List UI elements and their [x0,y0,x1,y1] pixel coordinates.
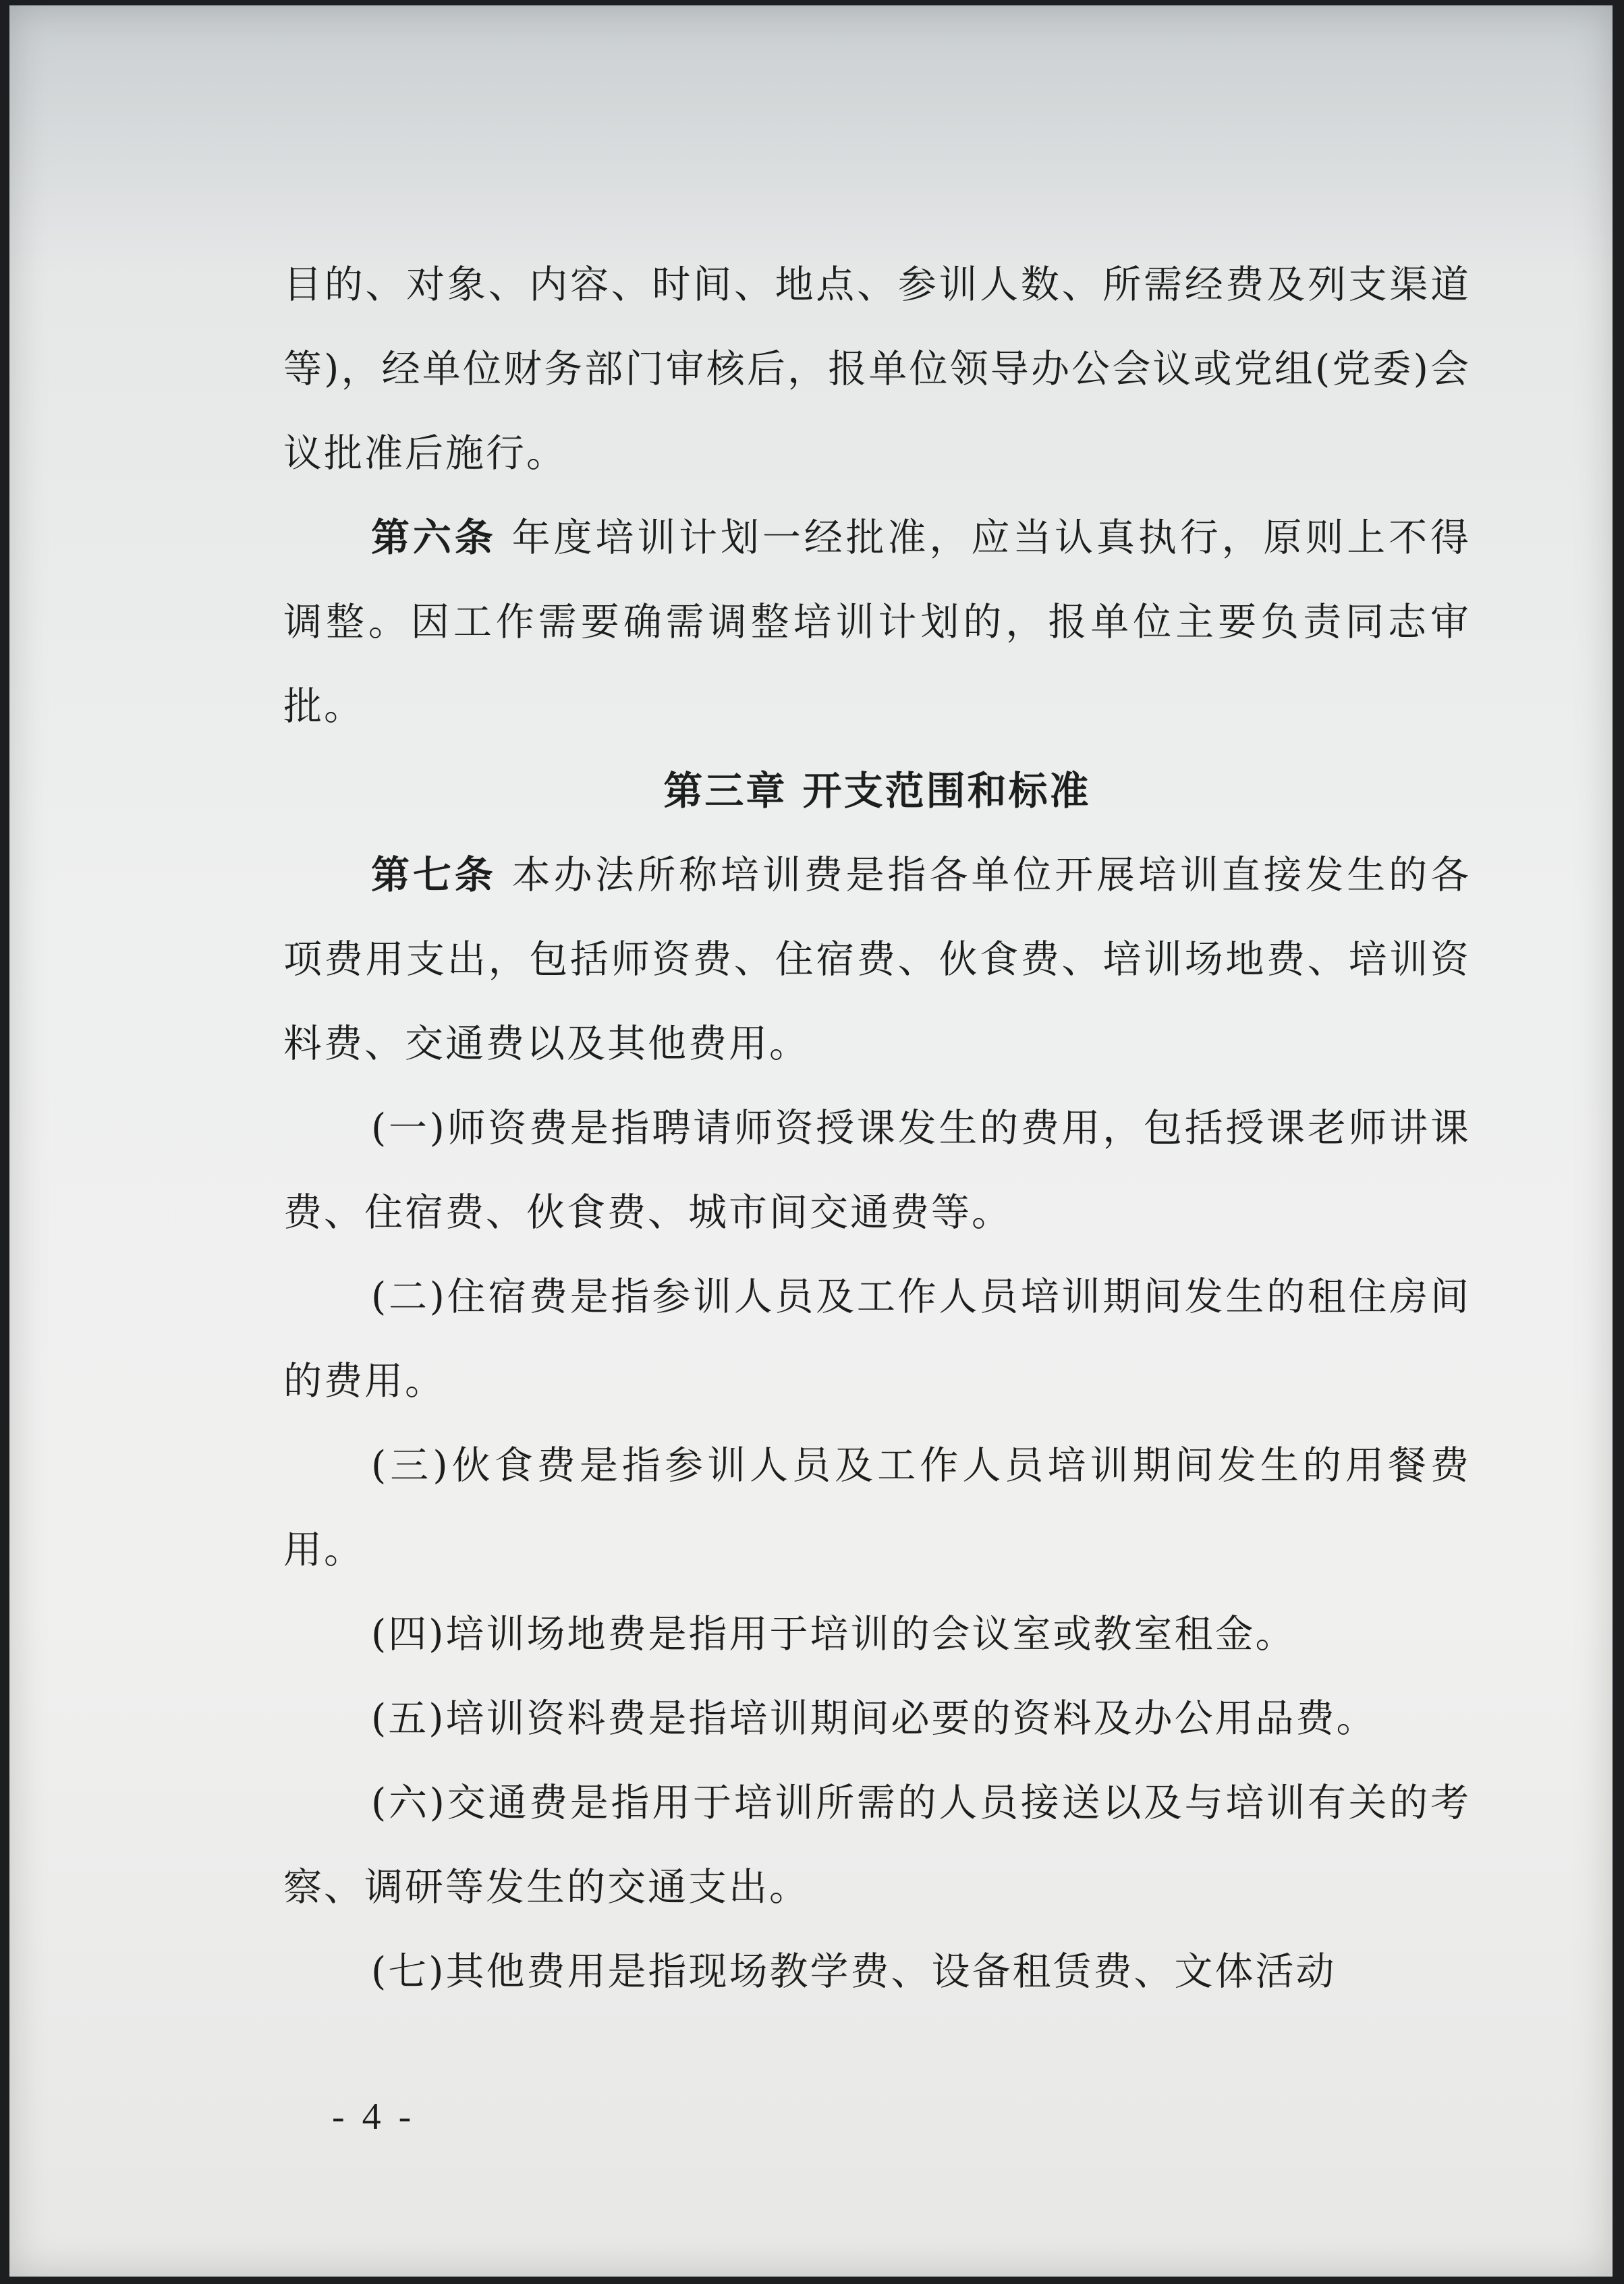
article-6 [283,496,1471,749]
chapter-title: 第三章 开支范围和标准 [663,768,1091,814]
item-7-other-fees [283,1930,1471,2014]
paragraph-text: (六)交通费是指用于培训所需的人员接送以及与培训有关的考察、调研等发生的交通支出。 [283,1781,1471,1910]
paragraph-continuation [283,243,1471,496]
article-label: 第六条 [371,516,497,560]
item-4-venue-fee [283,1592,1471,1677]
document-body [283,243,1471,2014]
paragraph-text: 年度培训计划一经批准，应当认真执行，原则上不得调整。因工作需要确需调整培训计划的，报单位主要负责同志审批。 [283,516,1471,729]
paragraph-text: (四)培训场地费是指用于培训的会议室或教室租金。 [371,1612,1296,1656]
article-label: 第七条 [371,853,497,897]
item-1-instructor-fee [283,1086,1471,1255]
paragraph-text: 目的、对象、内容、时间、地点、参训人数、所需经费及列支渠道等)，经单位财务部门审核后，报单位领导办公会议或党组(党委)会议批准后施行。 [283,262,1471,476]
paragraph-text: 本办法所称培训费是指各单位开展培训直接发生的各项费用支出，包括师资费、住宿费、伙食费、培训场地费、培训资料费、交通费以及其他费用。 [283,853,1471,1066]
paragraph-text: (五)培训资料费是指培训期间必要的资料及办公用品费。 [371,1696,1377,1741]
document-page [9,5,1613,2277]
article-7 [283,833,1471,1086]
paragraph-text: (三)伙食费是指参训人员及工作人员培训期间发生的用餐费用。 [283,1443,1471,1572]
item-6-transport-fee [283,1761,1471,1930]
item-3-meal-fee [283,1424,1471,1592]
paragraph-text: (七)其他费用是指现场教学费、设备租赁费、文体活动 [371,1949,1337,1994]
paragraph-text: (一)师资费是指聘请师资授课发生的费用，包括授课老师讲课费、住宿费、伙食费、城市间交通费等。 [283,1106,1471,1235]
item-5-materials-fee [283,1677,1471,1761]
paragraph-text: (二)住宿费是指参训人员及工作人员培训期间发生的租住房间的费用。 [283,1275,1471,1403]
page-number: - 4 - [332,2096,416,2138]
item-2-accommodation-fee [283,1255,1471,1424]
